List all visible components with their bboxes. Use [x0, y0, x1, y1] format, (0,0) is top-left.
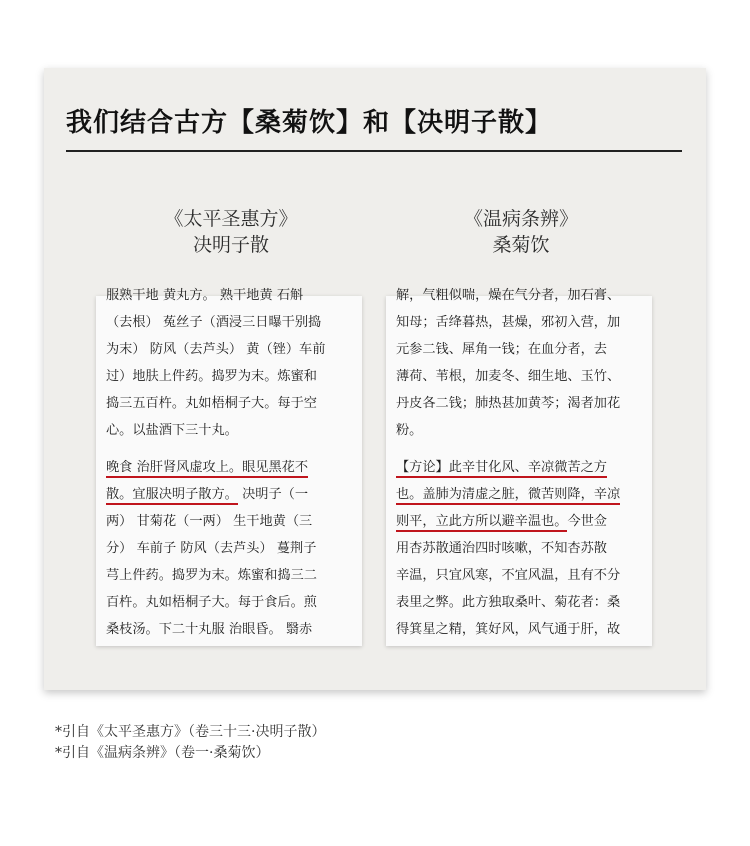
content-panel [44, 68, 706, 690]
excerpt-line: 则平，立此方所以避辛温也。今世佥 [396, 508, 644, 535]
excerpt-line: 得箕星之精，箕好风，风气通于肝，故 [396, 622, 621, 637]
excerpt-line: 两） 甘菊花（一两） 生干地黄（三 [106, 514, 313, 529]
excerpt-line: 过）地肤上件药。捣罗为末。炼蜜和 [106, 369, 317, 384]
paragraph-gap [396, 444, 644, 454]
excerpt-line: 捣三五百杵。丸如梧桐子大。每于空 [106, 396, 317, 411]
heading-divider [66, 150, 682, 152]
right-source: 《温病条辨》 [463, 208, 578, 230]
excerpt-line: 知母；舌绛暮热，甚燥，邪初入营，加 [396, 315, 621, 330]
highlighted-phrase: 【方论】此辛甘化风、辛凉微苦之方 [396, 460, 607, 478]
excerpt-line: 用杏苏散通治四时咳嗽，不知杏苏散 [396, 541, 607, 556]
page-heading: 我们结合古方【桑菊饮】和【决明子散】 [66, 108, 553, 138]
excerpt-line: 元参二钱、犀角一钱；在血分者，去 [396, 342, 607, 357]
citation-left: *引自《太平圣惠方》（卷三十三·决明子散） [55, 724, 326, 740]
left-formula-name: 决明子散 [192, 234, 269, 256]
right-excerpt-card [386, 288, 652, 646]
right-column-title [421, 206, 621, 258]
excerpt-line: 桑枝汤。下二十丸服 治眼昏。 翳赤 [106, 622, 313, 637]
left-source: 《太平圣惠方》 [164, 208, 298, 230]
excerpt-line: 粉。 [396, 423, 423, 438]
excerpt-line: 辛温，只宜风寒，不宜风温，且有不分 [396, 568, 621, 583]
highlighted-phrase: 散。宜服决明子散方。 [106, 487, 238, 505]
left-excerpt-text [106, 288, 354, 643]
excerpt-line: 解，气粗似喘，燥在气分者，加石膏、 [396, 288, 621, 303]
excerpt-line: 芎上件药。捣罗为末。炼蜜和捣三二 [106, 568, 317, 583]
left-column-title [131, 206, 331, 258]
excerpt-line: 丹皮各二钱；肺热甚加黄芩；渴者加花 [396, 396, 621, 411]
excerpt-line: 百杵。丸如梧桐子大。每于食后。煎 [106, 595, 317, 610]
highlighted-phrase: 也。盖肺为清虚之脏，微苦则降，辛凉 [396, 487, 620, 505]
excerpt-line: （去根） 菟丝子（酒浸三日曝干别捣 [106, 315, 322, 330]
right-formula-name: 桑菊饮 [492, 234, 550, 256]
excerpt-line: 分） 车前子 防风（去芦头） 蔓荆子 [106, 541, 317, 556]
excerpt-line: 服熟干地 黄丸方。 熟干地黄 石斛 [106, 288, 304, 303]
excerpt-line: 心。以盐酒下三十丸。 [106, 423, 238, 438]
excerpt-line [106, 454, 354, 481]
paragraph-gap [106, 444, 354, 454]
highlighted-phrase: 则平，立此方所以避辛温也。 [396, 514, 567, 532]
highlighted-phrase: 晚食 治肝肾风虚攻上。眼见黑花不 [106, 460, 308, 478]
left-excerpt-card [96, 288, 362, 646]
right-excerpt-text [396, 288, 644, 643]
excerpt-line: 散。宜服决明子散方。 决明子（一 [106, 481, 354, 508]
excerpt-line [396, 454, 644, 481]
citations [55, 722, 325, 764]
excerpt-line: 表里之弊。此方独取桑叶、菊花者：桑 [396, 595, 621, 610]
excerpt-line [396, 481, 644, 508]
excerpt-line: 薄荷、苇根，加麦冬、细生地、玉竹、 [396, 369, 621, 384]
citation-right: *引自《温病条辨》（卷一·桑菊饮） [55, 745, 270, 761]
excerpt-line: 为末） 防风（去芦头） 黄（锉）车前 [106, 342, 326, 357]
